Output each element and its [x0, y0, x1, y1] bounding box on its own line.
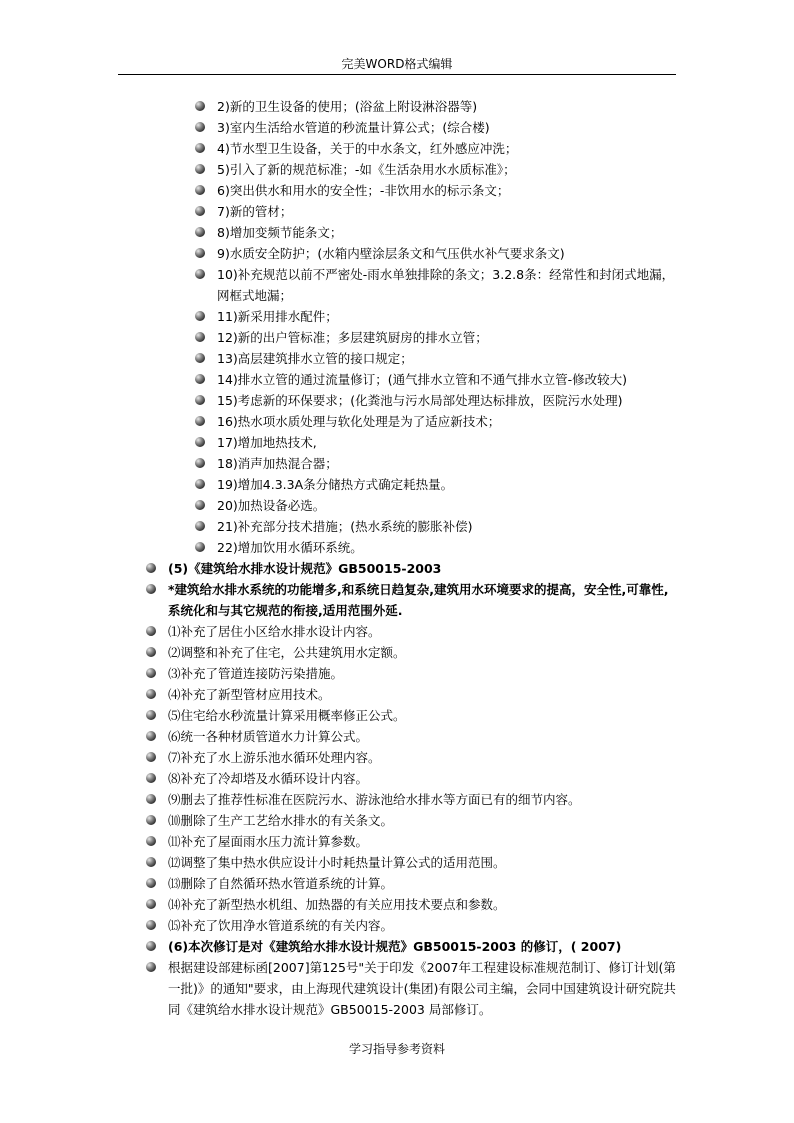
list-item [0, 768, 794, 789]
bullet-icon [146, 647, 156, 657]
list-item [0, 747, 794, 768]
bullet-icon [195, 353, 205, 363]
list-item [0, 474, 794, 495]
document-body [0, 96, 794, 1020]
list-item [0, 495, 794, 516]
bullet-icon [195, 101, 205, 111]
list-item [0, 894, 794, 915]
list-item-text: 2)新的卫生设备的使用；(浴盆上附设淋浴器等) [217, 99, 478, 114]
list-item-text: ⑹统一各种材质管道水力计算公式。 [168, 729, 369, 744]
bullet-icon [146, 731, 156, 741]
list-item [0, 159, 794, 180]
bullet-icon [146, 878, 156, 888]
list-item-text: ⒀删除了自然循环热水管道系统的计算。 [168, 876, 394, 891]
list-item-text: ⑼删去了推荐性标准在医院污水、游泳池给水排水等方面已有的细节内容。 [168, 792, 581, 807]
list-item-text: ⑶补充了管道连接防污染措施。 [168, 666, 344, 681]
section-5-title: (5)《建筑给水排水设计规范》GB50015-2003 [168, 561, 442, 576]
section-heading [0, 558, 794, 579]
list-item [0, 726, 794, 747]
list-item [0, 516, 794, 537]
bullet-icon [146, 962, 156, 972]
bullet-icon [195, 143, 205, 153]
list-item [0, 831, 794, 852]
list-item [0, 537, 794, 558]
bullet-icon [195, 227, 205, 237]
bullet-icon [146, 563, 156, 573]
bullet-icon [195, 122, 205, 132]
bullet-icon [146, 836, 156, 846]
list-item-text: 11)新采用排水配件； [217, 309, 338, 324]
bullet-icon [195, 479, 205, 489]
bullet-icon [195, 521, 205, 531]
bullet-icon [195, 437, 205, 447]
list-item-text: 13)高层建筑排水立管的接口规定； [217, 351, 413, 366]
list-item-text: 7)新的管材； [217, 204, 293, 219]
list-item-text: ⑾补充了屋面雨水压力流计算参数。 [168, 834, 369, 849]
list-item-text: ⑽删除了生产工艺给水排水的有关条文。 [168, 813, 394, 828]
section-body [0, 957, 676, 1020]
list-item-text: ⑺补充了水上游乐池水循环处理内容。 [168, 750, 381, 765]
list-item-text: 14)排水立管的通过流量修订；(通气排水立管和不通气排水立管-修改较大) [217, 372, 628, 387]
list-item-text: ⑵调整和补充了住宅，公共建筑用水定额。 [168, 645, 406, 660]
bullet-icon [146, 689, 156, 699]
list-item [0, 117, 794, 138]
list-item [0, 810, 794, 831]
bullet-icon [195, 206, 205, 216]
list-item [0, 705, 794, 726]
bullet-icon [146, 794, 156, 804]
bullet-icon [146, 710, 156, 720]
list-item [0, 369, 794, 390]
section-6 [0, 936, 794, 1020]
bullet-icon [195, 500, 205, 510]
list-item [0, 222, 794, 243]
bullet-icon [195, 269, 205, 279]
list-item-text: 12)新的出户管标准；多层建筑厨房的排水立管； [217, 330, 488, 345]
bullet-icon [146, 773, 156, 783]
list-item-text: 15)考虑新的环保要求；(化粪池与污水局部处理达标排放，医院污水处理) [217, 393, 623, 408]
header-divider [118, 74, 676, 75]
list-item-text: 8)增加变频节能条文； [217, 225, 343, 240]
list-item [0, 915, 794, 936]
page-header: 完美WORD格式编辑 [341, 57, 453, 71]
bullet-icon [146, 920, 156, 930]
bullet-icon [195, 458, 205, 468]
section-intro [0, 579, 676, 621]
bullet-icon [146, 626, 156, 636]
list-item [0, 453, 794, 474]
list-item-text: ⑸住宅给水秒流量计算采用概率修正公式。 [168, 708, 406, 723]
list-item-text: ⑻补充了冷却塔及水循环设计内容。 [168, 771, 369, 786]
list-item-text: ⑷补充了新型管材应用技术。 [168, 687, 331, 702]
bullet-icon [146, 857, 156, 867]
list-item [0, 243, 794, 264]
list-item-text: 9)水质安全防护；(水箱内壁涂层条文和气压供水补气要求条文) [217, 246, 565, 261]
bullet-icon [195, 416, 205, 426]
list-item [0, 390, 794, 411]
section-5-intro: *建筑给水排水系统的功能增多,和系统日趋复杂,建筑用水环境要求的提高，安全性,可靠性,系统化和与其它规范的衔接,适用范围外延. [168, 582, 669, 618]
list-item-text: ⑴补充了居住小区给水排水设计内容。 [168, 624, 381, 639]
bullet-icon [146, 899, 156, 909]
section-6-body: 根据建设部建标函[2007]第125号"关于印发《2007年工程建设标准规范制订、修订计划(第一批)》的通知"要求，由上海现代建筑设计(集团)有限公司主编，会同中国建筑设计研究院共同《建筑给水排水设计规范》GB50015-2003 局部修订。 [168, 960, 676, 1017]
list-item-text: 22)增加饮用水循环系统。 [217, 540, 363, 555]
section-6-title: (6)本次修订是对《建筑给水排水设计规范》GB50015-2003 的修订，( 2007) [168, 939, 622, 954]
list-item-text: ⒂补充了饮用净水管道系统的有关内容。 [168, 918, 394, 933]
list-item [0, 348, 794, 369]
bullet-icon [146, 584, 156, 594]
bullet-icon [146, 752, 156, 762]
bullet-icon [195, 164, 205, 174]
list-item [0, 432, 794, 453]
list-item [0, 180, 794, 201]
list-item-text: 20)加热设备必选。 [217, 498, 326, 513]
list-item [0, 264, 677, 306]
list-item-text: 19)增加4.3.3A条分储热方式确定耗热量。 [217, 477, 454, 492]
bullet-icon [146, 815, 156, 825]
list-item-text: ⑿调整了集中热水供应设计小时耗热量计算公式的适用范围。 [168, 855, 506, 870]
bullet-icon [195, 311, 205, 321]
bullet-icon [146, 668, 156, 678]
list-item-text: 21)补充部分技术措施；(热水系统的膨胀补偿) [217, 519, 473, 534]
list-item-text: 17)增加地热技术, [217, 435, 317, 450]
list-item [0, 201, 794, 222]
list-item-text: 18)消声加热混合器； [217, 456, 338, 471]
list-item-text: 16)热水项水质处理与软化处理是为了适应新技术； [217, 414, 501, 429]
bullet-icon [146, 941, 156, 951]
bullet-icon [195, 185, 205, 195]
list-item [0, 138, 794, 159]
list-item [0, 873, 794, 894]
list-item-text: 6)突出供水和用水的安全性；-非饮用水的标示条文； [217, 183, 510, 198]
list-item-text: 5)引入了新的规范标准；-如《生活杂用水水质标准》； [217, 162, 516, 177]
list-item [0, 621, 794, 642]
revision-list [0, 96, 794, 558]
section-5 [0, 558, 794, 936]
list-item [0, 96, 794, 117]
bullet-icon [195, 542, 205, 552]
list-item [0, 642, 794, 663]
bullet-icon [195, 374, 205, 384]
bullet-icon [195, 332, 205, 342]
list-item [0, 327, 794, 348]
list-item [0, 684, 794, 705]
list-item [0, 411, 794, 432]
list-item [0, 852, 794, 873]
page-footer: 学习指导参考资料 [348, 1042, 445, 1056]
bullet-icon [195, 248, 205, 258]
list-item-text: 10)补充规范以前不严密处-雨水单独排除的条文；3.2.8条：经常性和封闭式地漏，网框式地漏； [217, 267, 675, 303]
list-item-text: 4)节水型卫生设备，关于的中水条文，红外感应冲洗； [217, 141, 518, 156]
list-item-text: 3)室内生活给水管道的秒流量计算公式；(综合楼) [217, 120, 490, 135]
list-item [0, 789, 794, 810]
list-item-text: ⒁补充了新型热水机组、加热器的有关应用技术要点和参数。 [168, 897, 506, 912]
list-item [0, 306, 794, 327]
list-item [0, 663, 794, 684]
section-heading [0, 936, 794, 957]
bullet-icon [195, 395, 205, 405]
